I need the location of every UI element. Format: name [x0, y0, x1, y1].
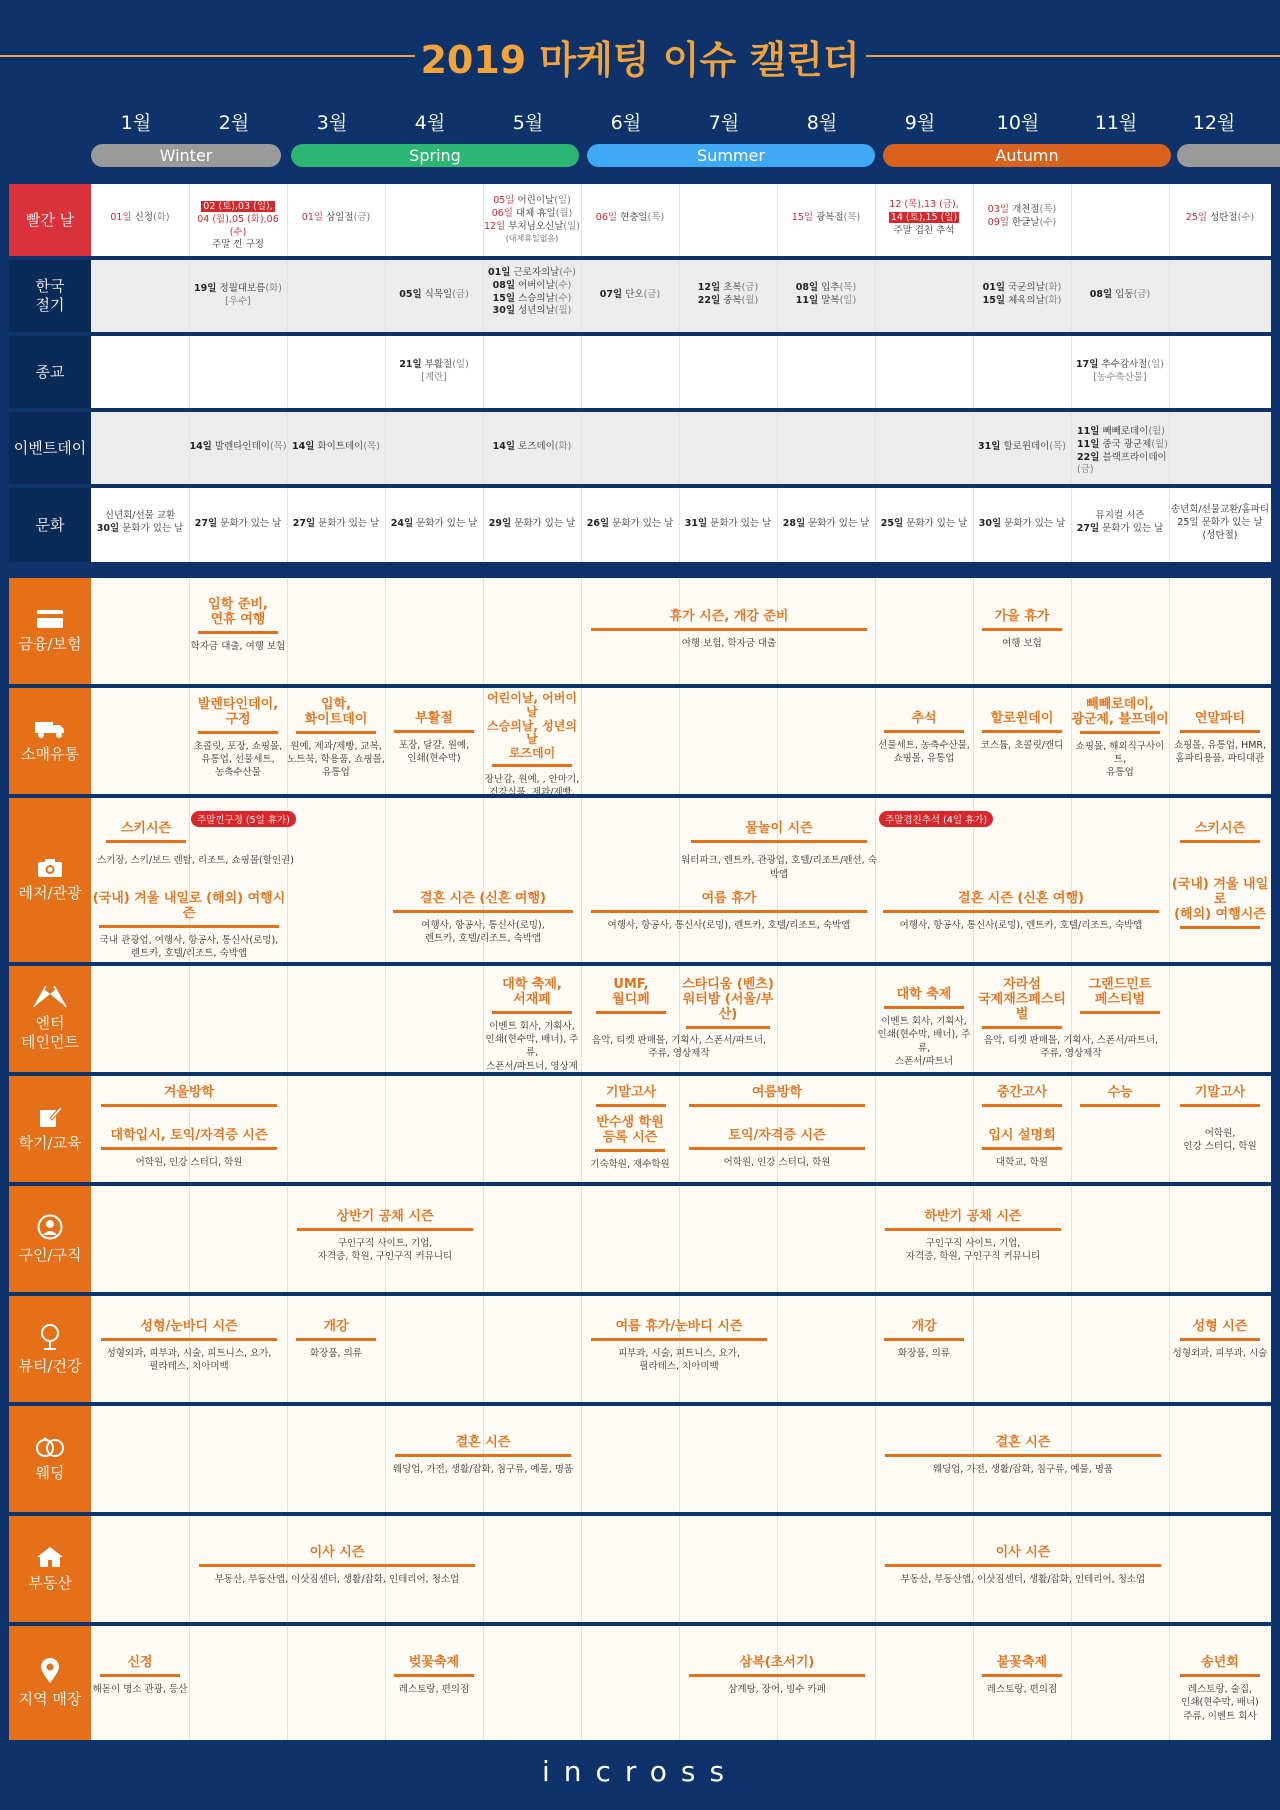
credit-card-icon [36, 609, 64, 629]
month-mar: 3월 [316, 112, 348, 134]
leisure-event-3: 스키시즌 [1169, 822, 1271, 849]
brand-logo: incross [541, 1755, 739, 1788]
season-jul: 12일 초복(금) 22일 중복(월) [697, 282, 759, 306]
season-autumn: Autumn [883, 144, 1171, 167]
season-feb: 19일 정월대보름(화) [우수] [194, 283, 282, 307]
truck-icon [34, 719, 66, 739]
retail-event-6: 할로윈데이 코스튬, 초콜릿/캔디 [980, 711, 1064, 751]
eventday-mar: 14일 화이트데이(목) [292, 441, 380, 452]
culture-jan: 신년회/선물 교환 30일 문화가 있는 날 [96, 510, 184, 534]
realestate-event-1: 이사 시즌 부동산, 부동산앱, 이삿짐센터, 생활/잡화, 인테리어, 청소업 [199, 1546, 475, 1586]
row-finance [9, 578, 1271, 684]
retail-event-3: 부활절 포장, 달걀, 원예, 인쇄(현수막) [385, 712, 483, 766]
local-event-5: 송년회 레스토랑, 술집, 인쇄(현수막, 배너) 주류, 이벤트 회사 [1181, 1655, 1259, 1722]
page-title: 2019 마케팅 이슈 캘린더 [420, 38, 860, 82]
row-body [91, 1626, 1271, 1740]
culture-may: 29일 문화가 있는 날 [488, 518, 576, 529]
wedding-event-2: 결혼 시즌 웨딩업, 가전, 생활/잡화, 침구류, 예물, 명품 [885, 1436, 1161, 1476]
holiday-mar: 01일 삼일절(금) [301, 212, 371, 223]
row-label-realestate: 부동산 [9, 1516, 91, 1622]
row-label-retail: 소매유통 [9, 688, 91, 794]
retail-event-1: 발렌타인데이, 구정 초콜릿, 포장, 쇼핑몰, 유통업, 선물세트, 농축수산물 [193, 697, 283, 779]
beauty-event-2: 개강 화장품, 의류 [287, 1320, 385, 1360]
month-header [0, 108, 1280, 138]
retail-event-2: 입학, 화이트데이 원예, 제과/제빵, 교복, 노트북, 학용품, 쇼핑몰, 유통업 [287, 697, 385, 779]
month-feb: 2월 [218, 112, 250, 134]
row-body [91, 688, 1271, 799]
leisure-desc-2: 워터파크, 렌트카, 관광업, 호텔/리조트/펜션, 숙박앱 [681, 855, 877, 880]
retail-event-5: 추석 선물세트, 농축수산물, 쇼핑몰, 유통업 [878, 711, 970, 765]
month-apr: 4월 [414, 112, 446, 134]
row-body [91, 260, 1271, 332]
month-aug: 8월 [806, 112, 838, 134]
person-icon [37, 1214, 63, 1240]
row-body [91, 578, 1271, 684]
eventday-oct: 31일 할로윈데이(목) [978, 441, 1066, 452]
culture-feb: 27일 문화가 있는 날 [194, 518, 282, 529]
row-retail [9, 688, 1271, 799]
local-event-4: 불꽃축제 레스토랑, 편의점 [973, 1656, 1071, 1696]
local-event-3: 삼복(초서기) 삼계탕, 장어, 빙수 카페 [689, 1656, 865, 1696]
leisure-event-6: 여름 휴가 여행사, 항공사, 통신사(로밍), 렌트카, 호텔/리조트, 숙박앱 [591, 892, 867, 932]
beauty-event-4: 개강 화장품, 의류 [875, 1320, 973, 1360]
beauty-event-1: 성형/눈바디 시즌 성형외과, 피부과, 시술, 피트니스, 요가, 필라테스, 치아미백 [101, 1320, 277, 1374]
season-winter: Winter [91, 144, 281, 167]
culture-jun: 26일 문화가 있는 날 [586, 518, 674, 529]
edu-event-4: 반수생 학원 등록 시즌 기숙학원, 재수학원 [590, 1115, 670, 1170]
job-event-2: 하반기 공채 시즌 구인구직 사이트, 기업, 자격증, 학원, 구인구직 커뮤니티 [885, 1210, 1061, 1264]
season-winter-end [1177, 144, 1280, 167]
row-label-entertainment: 엔터 테인먼트 [9, 966, 91, 1072]
row-holiday [9, 184, 1271, 256]
leisure-event-5: 결혼 시즌 (신혼 여행) 여행사, 항공사, 통신사(로밍), 렌트카, 호텔/리조트, 숙박앱 [385, 892, 581, 946]
job-event-1: 상반기 공채 시즌 구인구직 사이트, 기업, 자격증, 학원, 구인구직 커뮤니티 [297, 1210, 473, 1264]
eventday-feb: 14일 발렌타인데이(목) [189, 441, 287, 452]
season-jun: 07일 단오(금) [599, 289, 661, 300]
religion-apr: 21일 부활절(일) [계란] [399, 359, 469, 383]
holiday-aug: 15일 광복절(목) [791, 212, 861, 223]
ent-event-1: 대학 축제, 서재페 이벤트 회사, 기획사, 인쇄(현수막, 배너), 주류, 스폰서/파트너, 영상제 [485, 977, 579, 1072]
title-row [0, 25, 1280, 85]
row-body [91, 184, 1271, 256]
row-education [9, 1076, 1271, 1182]
culture-jul: 31일 문화가 있는 날 [684, 518, 772, 529]
holiday-oct: 03일 개천절(목) 09일 한글날(수) [987, 204, 1057, 228]
row-body [91, 1406, 1271, 1512]
culture-oct: 30일 문화가 있는 날 [978, 518, 1066, 529]
season-oct: 01일 국군의날(화) 15일 체육의날(화) [982, 282, 1062, 306]
notebook-pen-icon [38, 1106, 62, 1128]
edu-event-5: 여름방학 [689, 1086, 865, 1113]
row-entertainment [9, 966, 1271, 1072]
holiday-may: 05일 어린이날(일) 06일 대체 휴일(월) 12일 부처님오신날(일) (대체휴일없음) [484, 195, 580, 244]
wedding-event-1: 결혼 시즌 웨딩업, 가전, 생활/잡화, 침구류, 예물, 명품 [392, 1435, 574, 1475]
edu-event-2: 대학입시, 토익/자격증 시즌 어학원, 인강 스터디, 학원 [101, 1129, 277, 1169]
holiday-feb: 02 (토),03 (일), 04 (월),05 (화),06 (수) 주말 낀 구정 [197, 201, 279, 251]
retail-event-7: 빼빼로데이, 광군제, 블프데이 쇼핑몰, 해외직구사이트, 유통업 [1071, 697, 1169, 779]
row-label-education: 학기/교육 [9, 1076, 91, 1182]
holiday-jun: 06일 현충일(목) [595, 212, 665, 223]
leisure-event-1: 스키시즌 [96, 822, 196, 849]
leisure-pill-chuseok: 주말겹친추석 (4일 휴가) [879, 811, 993, 827]
row-jobs [9, 1186, 1271, 1292]
holiday-dec: 25일 성탄절(수) [1185, 212, 1255, 223]
edu-event-7: 중간고사 [973, 1086, 1071, 1113]
month-jul: 7월 [708, 112, 740, 134]
edu-event-8: 수능 [1071, 1086, 1169, 1113]
edu-event-6: 토익/자격증 시즌 어학원, 인강 스터디, 학원 [689, 1129, 865, 1169]
leisure-event-8: (국내) 겨울 내일로 (해외) 여행시즌 [1169, 878, 1271, 935]
camera-icon [37, 858, 63, 878]
row-culture [9, 488, 1271, 562]
month-sep: 9월 [904, 112, 936, 134]
season-bar [0, 144, 1280, 168]
month-jan: 1월 [120, 112, 152, 134]
culture-nov: 뮤지컬 시즌 27일 문화가 있는 날 [1076, 510, 1164, 534]
row-beauty [9, 1296, 1271, 1402]
local-event-2: 벚꽃축제 레스토랑, 편의점 [385, 1656, 483, 1696]
finance-event-2: 휴가 시즌, 개강 준비 여행 보험, 학자금 대출 [591, 610, 867, 650]
row-korean-season [9, 260, 1271, 332]
rings-icon [34, 1436, 66, 1458]
beauty-event-3: 여름 휴가/눈바디 시즌 피부과, 시술, 피트니스, 요가, 필라테스, 치아미백 [591, 1320, 767, 1374]
row-label-holiday [9, 184, 91, 256]
leisure-desc-1: 스키장, 스키/보드 렌탈, 리조트, 쇼핑몰(할인권) [97, 855, 294, 866]
row-label-finance: 금융/보험 [9, 578, 91, 684]
holiday-sep: 12 (목),13 (금), 14 (토),15 (일) 주말 겹친 추석 [889, 199, 959, 236]
leisure-pill-lunar: 주말낀구정 (5일 휴가) [191, 811, 296, 827]
beauty-event-5: 성형 시즌 성형외과, 피부과, 시술 [1172, 1319, 1268, 1359]
leisure-event-4: (국내) 겨울 내일로 (해외) 여행시즌 국내 관광업, 여행사, 항공사, 통신사(로밍), 렌트카, 호텔/리조트, 숙박앱 [92, 891, 286, 960]
row-label-leisure: 레저/관광 [9, 798, 91, 962]
finance-event-1: 입학 준비, 연휴 여행 학자금 대출, 여행 보험 [190, 597, 286, 652]
edu-event-3: 기말고사 [591, 1086, 671, 1113]
row-body [91, 1186, 1271, 1292]
edu-event-10: 기말고사 어학원, 인강 스터디, 학원 [1169, 1086, 1271, 1154]
month-jun: 6월 [610, 112, 642, 134]
season-spring: Spring [291, 144, 579, 167]
culture-sep: 25일 문화가 있는 날 [880, 518, 968, 529]
ent-event-2: UMF, 월디페 [591, 978, 671, 1020]
leisure-event-7: 결혼 시즌 (신혼 여행) 여행사, 항공사, 통신사(로밍), 렌트카, 호텔/리조트, 숙박앱 [883, 892, 1159, 932]
row-religion [9, 336, 1271, 408]
ent-event-5: 자라섬 국제재즈페스티벌 [973, 978, 1071, 1035]
season-aug: 08일 입추(목) 11일 말복(일) [795, 282, 857, 306]
row-body [91, 1516, 1271, 1622]
realestate-event-2: 이사 시즌 부동산, 부동산앱, 이삿짐센터, 생활/잡화, 인테리어, 청소업 [885, 1546, 1161, 1586]
map-pin-icon [40, 1658, 60, 1684]
month-dec: 12월 [1192, 112, 1236, 134]
eventday-may: 14일 로즈데이(화) [492, 441, 572, 452]
ent-event-4: 대학 축제 이벤트 회사, 기획사, 인쇄(현수막, 배너), 주류, 스폰서/파트너 [877, 987, 971, 1067]
row-body [91, 1076, 1271, 1182]
row-body [91, 798, 1271, 962]
culture-mar: 27일 문화가 있는 날 [292, 518, 380, 529]
culture-aug: 28일 문화가 있는 날 [782, 518, 870, 529]
row-body [91, 488, 1271, 562]
row-label-eventday: 이벤트데이 [9, 412, 91, 484]
edu-event-1: 겨울방학 [101, 1086, 277, 1113]
local-event-1: 신정 해돋이 명소 관광, 등산 [92, 1655, 188, 1695]
eventday-nov: 11일 빼빼로데이(월) 11일 중국 광군제(월) 22일 블랙프라이데이(금) [1077, 426, 1168, 476]
month-may: 5월 [512, 112, 544, 134]
row-label-local: 지역 매장 [9, 1626, 91, 1740]
row-local [9, 1626, 1271, 1740]
ent-desc-23: 음악, 티켓 판매몰, 기획사, 스폰서/파트너, 주류, 영상제작 [591, 1035, 767, 1060]
month-nov: 11월 [1094, 112, 1138, 134]
ent-event-3: 스타디움 (벤츠) 워터밤 (서울/부산) [679, 978, 777, 1035]
row-label-wedding: 웨딩 [9, 1406, 91, 1512]
season-apr: 05일 식목일(금) [399, 289, 469, 300]
row-label-beauty: 뷰티/건강 [9, 1296, 91, 1402]
row-label-religion: 종교 [9, 336, 91, 408]
row-leisure [9, 798, 1271, 962]
row-body [91, 1296, 1271, 1402]
culture-apr: 24일 문화가 있는 날 [390, 518, 478, 529]
row-wedding [9, 1406, 1271, 1512]
ent-desc-56: 음악, 티켓 판매몰, 기획사, 스폰서/파트너, 주류, 영상제작 [983, 1035, 1159, 1060]
row-body [91, 966, 1271, 1072]
edu-event-9: 입시 설명회 대학교, 학원 [973, 1129, 1071, 1169]
season-nov: 08일 입동(금) [1089, 289, 1151, 300]
finance-event-3: 가을 휴가 여행 보험 [973, 610, 1071, 650]
row-label-korean-season: 한국 절기 [9, 260, 91, 332]
holiday-jan: 01일 신정(화) [110, 212, 170, 223]
row-eventday [9, 412, 1271, 484]
mirror-icon [39, 1323, 61, 1351]
row-body [91, 336, 1271, 408]
label-text: 빨간 날 [25, 210, 75, 229]
row-label-culture: 문화 [9, 488, 91, 562]
month-oct: 10월 [996, 112, 1040, 134]
culture-dec: 송년회/선물교환/홈파티 25일 문화가 있는 날 (성탄절) [1170, 504, 1270, 541]
retail-event-8: 연말파티 쇼핑몰, 유통업, HMR, 홈파티용품, 파티대관 [1173, 711, 1267, 765]
leisure-event-2: 물놀이 시즌 [691, 822, 867, 849]
season-may: 01일 근로자의날(수) 08일 어버이날(수) 15일 스승의날(수) 30일 성년의날(월) [488, 267, 576, 317]
retail-event-4: 어린이날, 어버이날 스승의날, 성년의날 로즈데이 장난감, 원예, , 안마기, 건강식품, 제과/제빵, [484, 691, 580, 799]
row-body [91, 412, 1271, 484]
row-label-jobs: 구인/구직 [9, 1186, 91, 1292]
religion-nov: 17일 추수감사절(일) [농수축산물] [1076, 359, 1164, 383]
season-summer: Summer [587, 144, 875, 167]
row-realestate [9, 1516, 1271, 1622]
house-icon [35, 1546, 65, 1568]
flags-icon [30, 986, 70, 1008]
ent-event-6: 그랜드민트 페스티벌 [1071, 978, 1169, 1020]
